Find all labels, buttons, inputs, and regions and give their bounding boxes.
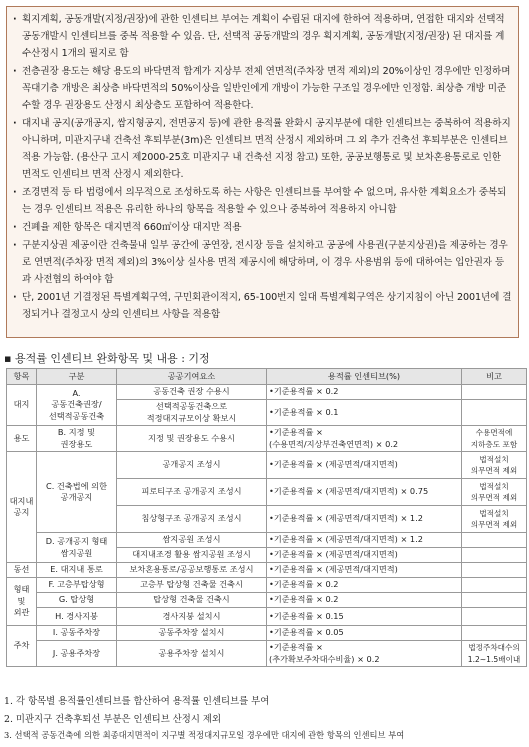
note-cell: 법적설치 의무면적 제외 <box>462 452 527 479</box>
subcategory-cell: H. 경사지붕 <box>37 608 117 626</box>
note-item: · 구분지상권 제공이란 건축물내 일부 공간에 공연장, 전시장 등을 설치하고 공공에 사용권(구분지상권)을 제공하는 경우로 연면적(주차장 면적 제외)의 3%이상 실사용 면적 제공시에 해당하며, 이 경우 사용범위 등에 대하여는 입안권자 등과 사전협의 하여야 함 <box>13 237 512 288</box>
note-cell: 법적설치 의무면적 제외 <box>462 479 527 506</box>
note-item: · 대지내 공지(공개공지, 쌈지형공지, 전면공지 등)에 관한 용적률 완화시 공지부분에 대한 인센티브는 중복하여 적용하지 아니하며, 미관지구내 건축선 후퇴부분(3m)은 인센티브 면적 산정시 제외하며 그 외 추가 건축선 후퇴부분은 인센티브 적용 가능함. (용산구 고시 제2000-25호 미관지구 내 건축선 지정 참고) 또한, 공공보행통로 및 보차혼용통로로 인한 면적도 인센티브 면적 산정시 제외한다. <box>13 115 512 183</box>
incentive-cell: •기준용적률 × 0.05 <box>267 626 462 641</box>
header-cell: 비고 <box>462 369 527 385</box>
table-row <box>7 452 527 479</box>
subcategory-cell: B. 지정 및 권장용도 <box>37 426 117 452</box>
note-item: · 전층권장 용도는 해당 용도의 바닥면적 합계가 지상부 전체 연면적(주차장 면적 제외)의 20%이상인 경우에만 인정하며 꼭대기층 개방은 최상층 바닥면적의 50%이상을 일반인에게 개방이 가능한 구조일 경우에만 인정함. 최상층 개방 미준수할 경우 권장용도 산정시 최상층도 포함하여 적용한다. <box>13 63 512 114</box>
subcategory-cell: F. 고층부탑상형 <box>37 578 117 593</box>
element-cell: 침상형구조 공개공지 조성시 <box>117 506 267 533</box>
element-cell: 지정 및 권장용도 수용시 <box>117 426 267 452</box>
incentive-cell: •기준용적률 × (수용면적/지상부건축연면적) × 0.2 <box>267 426 462 452</box>
note-item: · 획지계획, 공동개발(지정/권장)에 관한 인센티브 부여는 계획이 수립된 대지에 한하여 적용하며, 연접한 대지와 선택적 공동개발시 인센티브를 중복 적용할 수 있음. 단, 선택적 공동개발의 경우 획지계획, 공동개발(지정/권장) 된 대지를 계수산정시 1개의 필지로 함 <box>13 11 512 62</box>
note-item: · 단, 2001년 기결정된 특별계획구역, 구민회관이적지, 65-100번지 일대 특별계획구역은 상기지침이 아닌 2001년에 결정되거나 결정고시 상의 인센티브 사항을 적용함 <box>13 289 512 323</box>
note-cell <box>462 400 527 426</box>
element-cell: 피로티구조 공개공지 조성시 <box>117 479 267 506</box>
incentive-cell: •기준용적률 × (제공면적/대지면적) <box>267 563 462 578</box>
incentive-cell: •기준용적률 × (제공면적/대지면적) × 1.2 <box>267 533 462 548</box>
incentive-cell: •기준용적률 × (제공면적/대지면적) × 1.2 <box>267 506 462 533</box>
incentive-cell: •기준용적률 × 0.15 <box>267 608 462 626</box>
note-cell: 법정주차대수의 1.2~1.5배이내 <box>462 641 527 667</box>
subcategory-cell: A. 공동건축권장/ 선택적공동건축 <box>37 385 117 426</box>
table-row <box>7 563 527 578</box>
subcategory-cell: E. 대지내 통로 <box>37 563 117 578</box>
note-cell <box>462 626 527 641</box>
element-cell: 보차혼용통로/공공보행통로 조성시 <box>117 563 267 578</box>
subcategory-cell: G. 탑상형 <box>37 593 117 608</box>
category-cell: 주차 <box>7 626 37 667</box>
note-cell <box>462 563 527 578</box>
subcategory-cell: C. 건축법에 의한 공개공지 <box>37 452 117 533</box>
table-header-row <box>7 369 527 385</box>
element-cell: 경사지붕 설치시 <box>117 608 267 626</box>
incentive-cell: •기준용적률 × 0.2 <box>267 593 462 608</box>
category-cell: 용도 <box>7 426 37 452</box>
header-cell: 공공기여요소 <box>117 369 267 385</box>
incentive-cell: •기준용적률 × (제공면적/대지면적) <box>267 548 462 563</box>
element-cell: 공개공지 조성시 <box>117 452 267 479</box>
subcategory-cell: I. 공동주차장 <box>37 626 117 641</box>
note-cell <box>462 578 527 593</box>
note-item: · 건폐율 제한 항목은 대지면적 660㎡이상 대지만 적용 <box>13 219 512 236</box>
element-cell: 쌈지공원 조성시 <box>117 533 267 548</box>
note-cell <box>462 548 527 563</box>
table-row <box>7 385 527 400</box>
table-row <box>7 608 527 626</box>
category-cell: 동선 <box>7 563 37 578</box>
note-cell: 법적설치 의무면적 제외 <box>462 506 527 533</box>
subcategory-cell: D. 공개공지 형태 쌈지공원 <box>37 533 117 563</box>
incentive-table <box>6 368 527 667</box>
table-row <box>7 578 527 593</box>
footnote: 2. 미관지구 건축후퇴선 부분은 인센티브 산정시 제외 <box>4 714 222 725</box>
element-cell: 선택적공동건축으로 적정대지규모이상 확보시 <box>117 400 267 426</box>
note-cell <box>462 608 527 626</box>
note-item: · 조경면적 등 타 법령에서 의무적으로 조성하도록 하는 사항은 인센티브를 부여할 수 없으며, 유사한 계획요소가 중복되는 경우 인센티브 적용은 유리한 하나의 항목을 적용할 수 있으나 중복하여 적용하지 아니함 <box>13 184 512 218</box>
subcategory-cell: J. 공용주차장 <box>37 641 117 667</box>
category-cell: 대지 <box>7 385 37 426</box>
header-cell: 용적률 인센티브(%) <box>267 369 462 385</box>
category-cell: 대지내 공지 <box>7 452 37 563</box>
incentive-cell: •기준용적률 × 0.2 <box>267 385 462 400</box>
table-row <box>7 641 527 667</box>
section-title: ▪ 용적률 인센티브 완화항목 및 내용 : 기정 <box>4 352 210 365</box>
incentive-cell: •기준용적률 × 0.1 <box>267 400 462 426</box>
note-cell <box>462 533 527 548</box>
element-cell: 공용주차장 설치시 <box>117 641 267 667</box>
element-cell: 고층부 탑상형 건축물 건축시 <box>117 578 267 593</box>
incentive-cell: •기준용적률 × (제공면적/대지면적) <box>267 452 462 479</box>
incentive-cell: •기준용적률 × (추가확보주차대수비율) × 0.2 <box>267 641 462 667</box>
element-cell: 공동건축 권장 수용시 <box>117 385 267 400</box>
footnote: 3. 선택적 공동건축에 의한 최종대지면적이 지구별 적정대지규모일 경우에만 대지에 관한 항목의 인센티브 부여 <box>4 730 405 740</box>
incentive-cell: •기준용적률 × (제공면적/대지면적) × 0.75 <box>267 479 462 506</box>
header-cell: 항목 <box>7 369 37 385</box>
guideline-notes-box <box>6 6 519 338</box>
category-cell: 형태 및 외관 <box>7 578 37 626</box>
note-cell <box>462 385 527 400</box>
note-cell <box>462 593 527 608</box>
table-row <box>7 593 527 608</box>
element-cell: 대지내조경 활용 쌈지공원 조성시 <box>117 548 267 563</box>
element-cell: 공동주차장 설치시 <box>117 626 267 641</box>
table-row <box>7 533 527 548</box>
footnote: 1. 각 항목별 용적률인센티브를 합산하여 용적률 인센티브를 부여 <box>4 696 270 707</box>
table-row <box>7 626 527 641</box>
element-cell: 탑상형 건축물 건축시 <box>117 593 267 608</box>
table-row <box>7 426 527 452</box>
note-cell: 수용면적에 지하층도 포함 <box>462 426 527 452</box>
header-cell: 구분 <box>37 369 117 385</box>
incentive-cell: •기준용적률 × 0.2 <box>267 578 462 593</box>
